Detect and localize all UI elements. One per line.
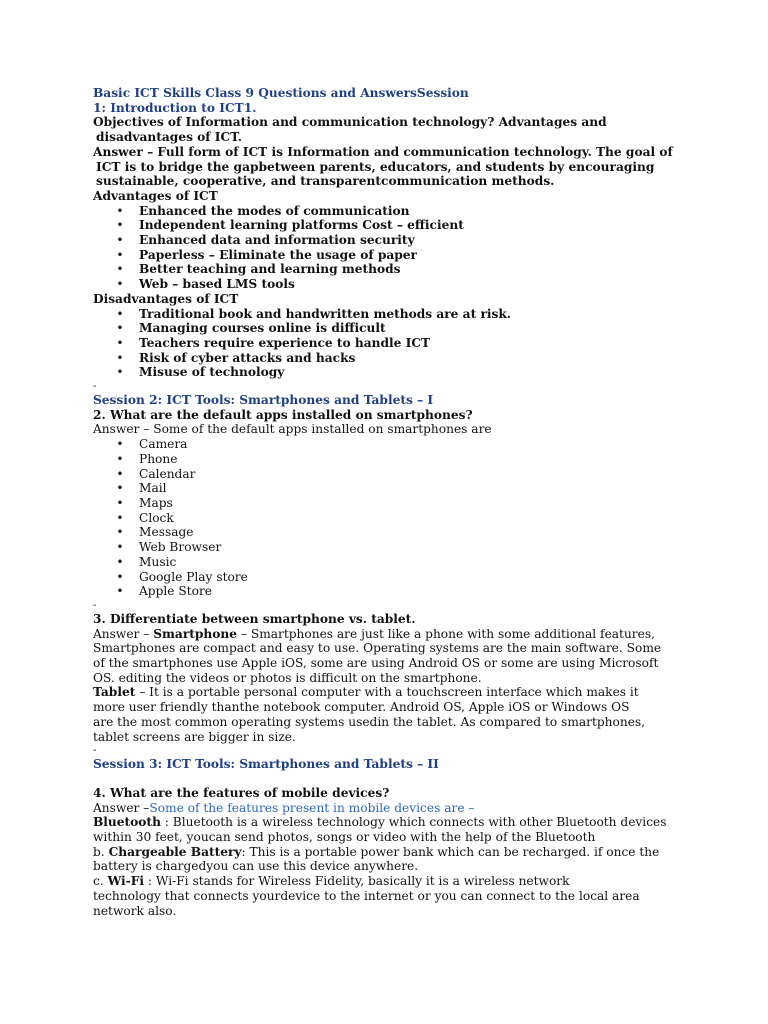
list-item: • Enhanced the modes of communication xyxy=(116,203,410,218)
q1-question-line-2: disadvantages of ICT. xyxy=(96,130,242,145)
q1-answer-line-2: ICT is to bridge the gapbetween parents, educators, and students by encouraging xyxy=(96,159,655,174)
bullet-icon: • xyxy=(116,437,124,452)
list-item: • Web – based LMS tools xyxy=(116,277,295,292)
list-item: • Misuse of technology xyxy=(116,365,285,380)
list-item: • Risk of cyber attacks and hacks xyxy=(116,350,356,365)
q3-tablet-line-2: more user friendly thanthe notebook computer. Android OS, Apple iOS or Windows OS xyxy=(93,700,630,715)
q3-tablet-line-3: are the most common operating systems usedin the tablet. As compared to smartphones, xyxy=(93,714,646,729)
q3-smartphone-line-4: OS. editing the videos or photos is difficult on the smartphone. xyxy=(93,670,482,685)
disadvantages-list xyxy=(93,307,683,381)
bullet-icon: • xyxy=(116,554,124,569)
list-item: • Apple Store xyxy=(116,584,213,599)
doc-title-line-2: 1: Introduction to ICT1. xyxy=(93,100,257,115)
disadvantages-heading: Disadvantages of ICT xyxy=(93,291,239,306)
bullet-icon: • xyxy=(116,525,124,540)
bullet-icon: • xyxy=(116,262,124,277)
bullet-icon: • xyxy=(116,466,124,481)
default-apps-list xyxy=(93,437,683,599)
bullet-icon: • xyxy=(116,277,124,292)
list-item: • Managing courses online is difficult xyxy=(116,321,386,336)
q4-wifi-line-2: technology that connects yourdevice to the internet or you can connect to the local area xyxy=(93,888,640,903)
q2-answer: Answer – Some of the default apps installed on smartphones are xyxy=(93,422,492,437)
bullet-icon: • xyxy=(116,233,124,248)
doc-title-line-1: Basic ICT Skills Class 9 Questions and AnswersSession xyxy=(93,86,469,100)
list-item: • Clock xyxy=(116,510,174,525)
list-item: • Google Play store xyxy=(116,569,248,584)
bullet-icon: • xyxy=(116,481,124,496)
advantages-heading: Advantages of ICT xyxy=(93,188,218,203)
q4-wifi-line-3: network also. xyxy=(93,903,177,918)
document-content xyxy=(93,86,683,918)
list-item: • Independent learning platforms Cost – efficient xyxy=(116,218,464,233)
list-item: • Enhanced data and information security xyxy=(116,233,415,248)
list-item: • Web Browser xyxy=(116,540,222,555)
q4-battery-line-1: b. Chargeable Battery: This is a portable power bank which can be recharged. if once the xyxy=(93,844,660,859)
list-item: • Calendar xyxy=(116,466,196,481)
bullet-icon: • xyxy=(116,203,124,218)
list-item: • Camera xyxy=(116,437,188,452)
bullet-icon: • xyxy=(116,335,124,350)
q4-question: 4. What are the features of mobile devices? xyxy=(93,785,390,800)
q4-battery-line-2: battery is chargedyou can use this device anywhere. xyxy=(93,859,419,874)
bullet-icon: • xyxy=(116,569,124,584)
separator-dash: - xyxy=(93,381,97,393)
list-item: • Teachers require experience to handle ICT xyxy=(116,335,431,350)
bullet-icon: • xyxy=(116,350,124,365)
separator-dash: - xyxy=(93,599,97,611)
q3-smartphone-line-1: Answer – Smartphone – Smartphones are just like a phone with some additional features, xyxy=(93,626,655,641)
list-item: • Mail xyxy=(116,481,167,496)
q3-tablet-line-4: tablet screens are bigger in size. xyxy=(93,729,296,744)
q3-tablet-line-1: Tablet – It is a portable personal computer with a touchscreen interface which makes it xyxy=(93,685,639,700)
q4-wifi-line-1: c. Wi-Fi : Wi-Fi stands for Wireless Fidelity, basically it is a wireless network xyxy=(93,874,570,889)
bullet-icon: • xyxy=(116,306,124,321)
list-item: • Paperless – Eliminate the usage of paper xyxy=(116,247,417,262)
list-item: • Phone xyxy=(116,451,178,466)
bullet-icon: • xyxy=(116,584,124,599)
session-3-heading: Session 3: ICT Tools: Smartphones and Tablets – II xyxy=(93,757,439,772)
list-item: • Traditional book and handwritten methods are at risk. xyxy=(116,306,512,321)
q1-answer-line-1: Answer – Full form of ICT is Information and communication technology. The goal of xyxy=(93,144,673,159)
bullet-icon: • xyxy=(116,540,124,555)
list-item: • Music xyxy=(116,554,177,569)
q4-bluetooth-line-2: within 30 feet, youcan send photos, songs or video with the help of the Bluetooth xyxy=(93,830,596,845)
q4-bluetooth-line-1: Bluetooth : Bluetooth is a wireless technology which connects with other Bluetooth devices xyxy=(93,815,667,830)
bullet-icon: • xyxy=(116,510,124,525)
q3-question: 3. Differentiate between smartphone vs. tablet. xyxy=(93,611,416,626)
separator-dash: - xyxy=(93,745,97,757)
advantages-list xyxy=(93,204,683,292)
q4-answer: Answer –Some of the features present in mobile devices are – xyxy=(93,800,475,815)
list-item: • Message xyxy=(116,525,194,540)
list-item: • Maps xyxy=(116,495,173,510)
q3-smartphone-line-3: of the smartphones use Apple iOS, some are using Android OS or some are using Microsoft xyxy=(93,656,659,671)
bullet-icon: • xyxy=(116,365,124,380)
q1-answer-line-3: sustainable, cooperative, and transparentcommunication methods. xyxy=(96,174,555,189)
bullet-icon: • xyxy=(116,218,124,233)
bullet-icon: • xyxy=(116,451,124,466)
q3-smartphone-line-2: Smartphones are compact and easy to use. Operating systems are the main software. Some xyxy=(93,641,662,656)
bullet-icon: • xyxy=(116,247,124,262)
q2-question: 2. What are the default apps installed on smartphones? xyxy=(93,407,473,422)
q1-question-line-1: Objectives of Information and communication technology? Advantages and xyxy=(93,115,607,130)
bullet-icon: • xyxy=(116,321,124,336)
list-item: • Better teaching and learning methods xyxy=(116,262,401,277)
bullet-icon: • xyxy=(116,495,124,510)
spacer xyxy=(93,772,683,786)
session-2-heading: Session 2: ICT Tools: Smartphones and Tablets – I xyxy=(93,393,434,408)
